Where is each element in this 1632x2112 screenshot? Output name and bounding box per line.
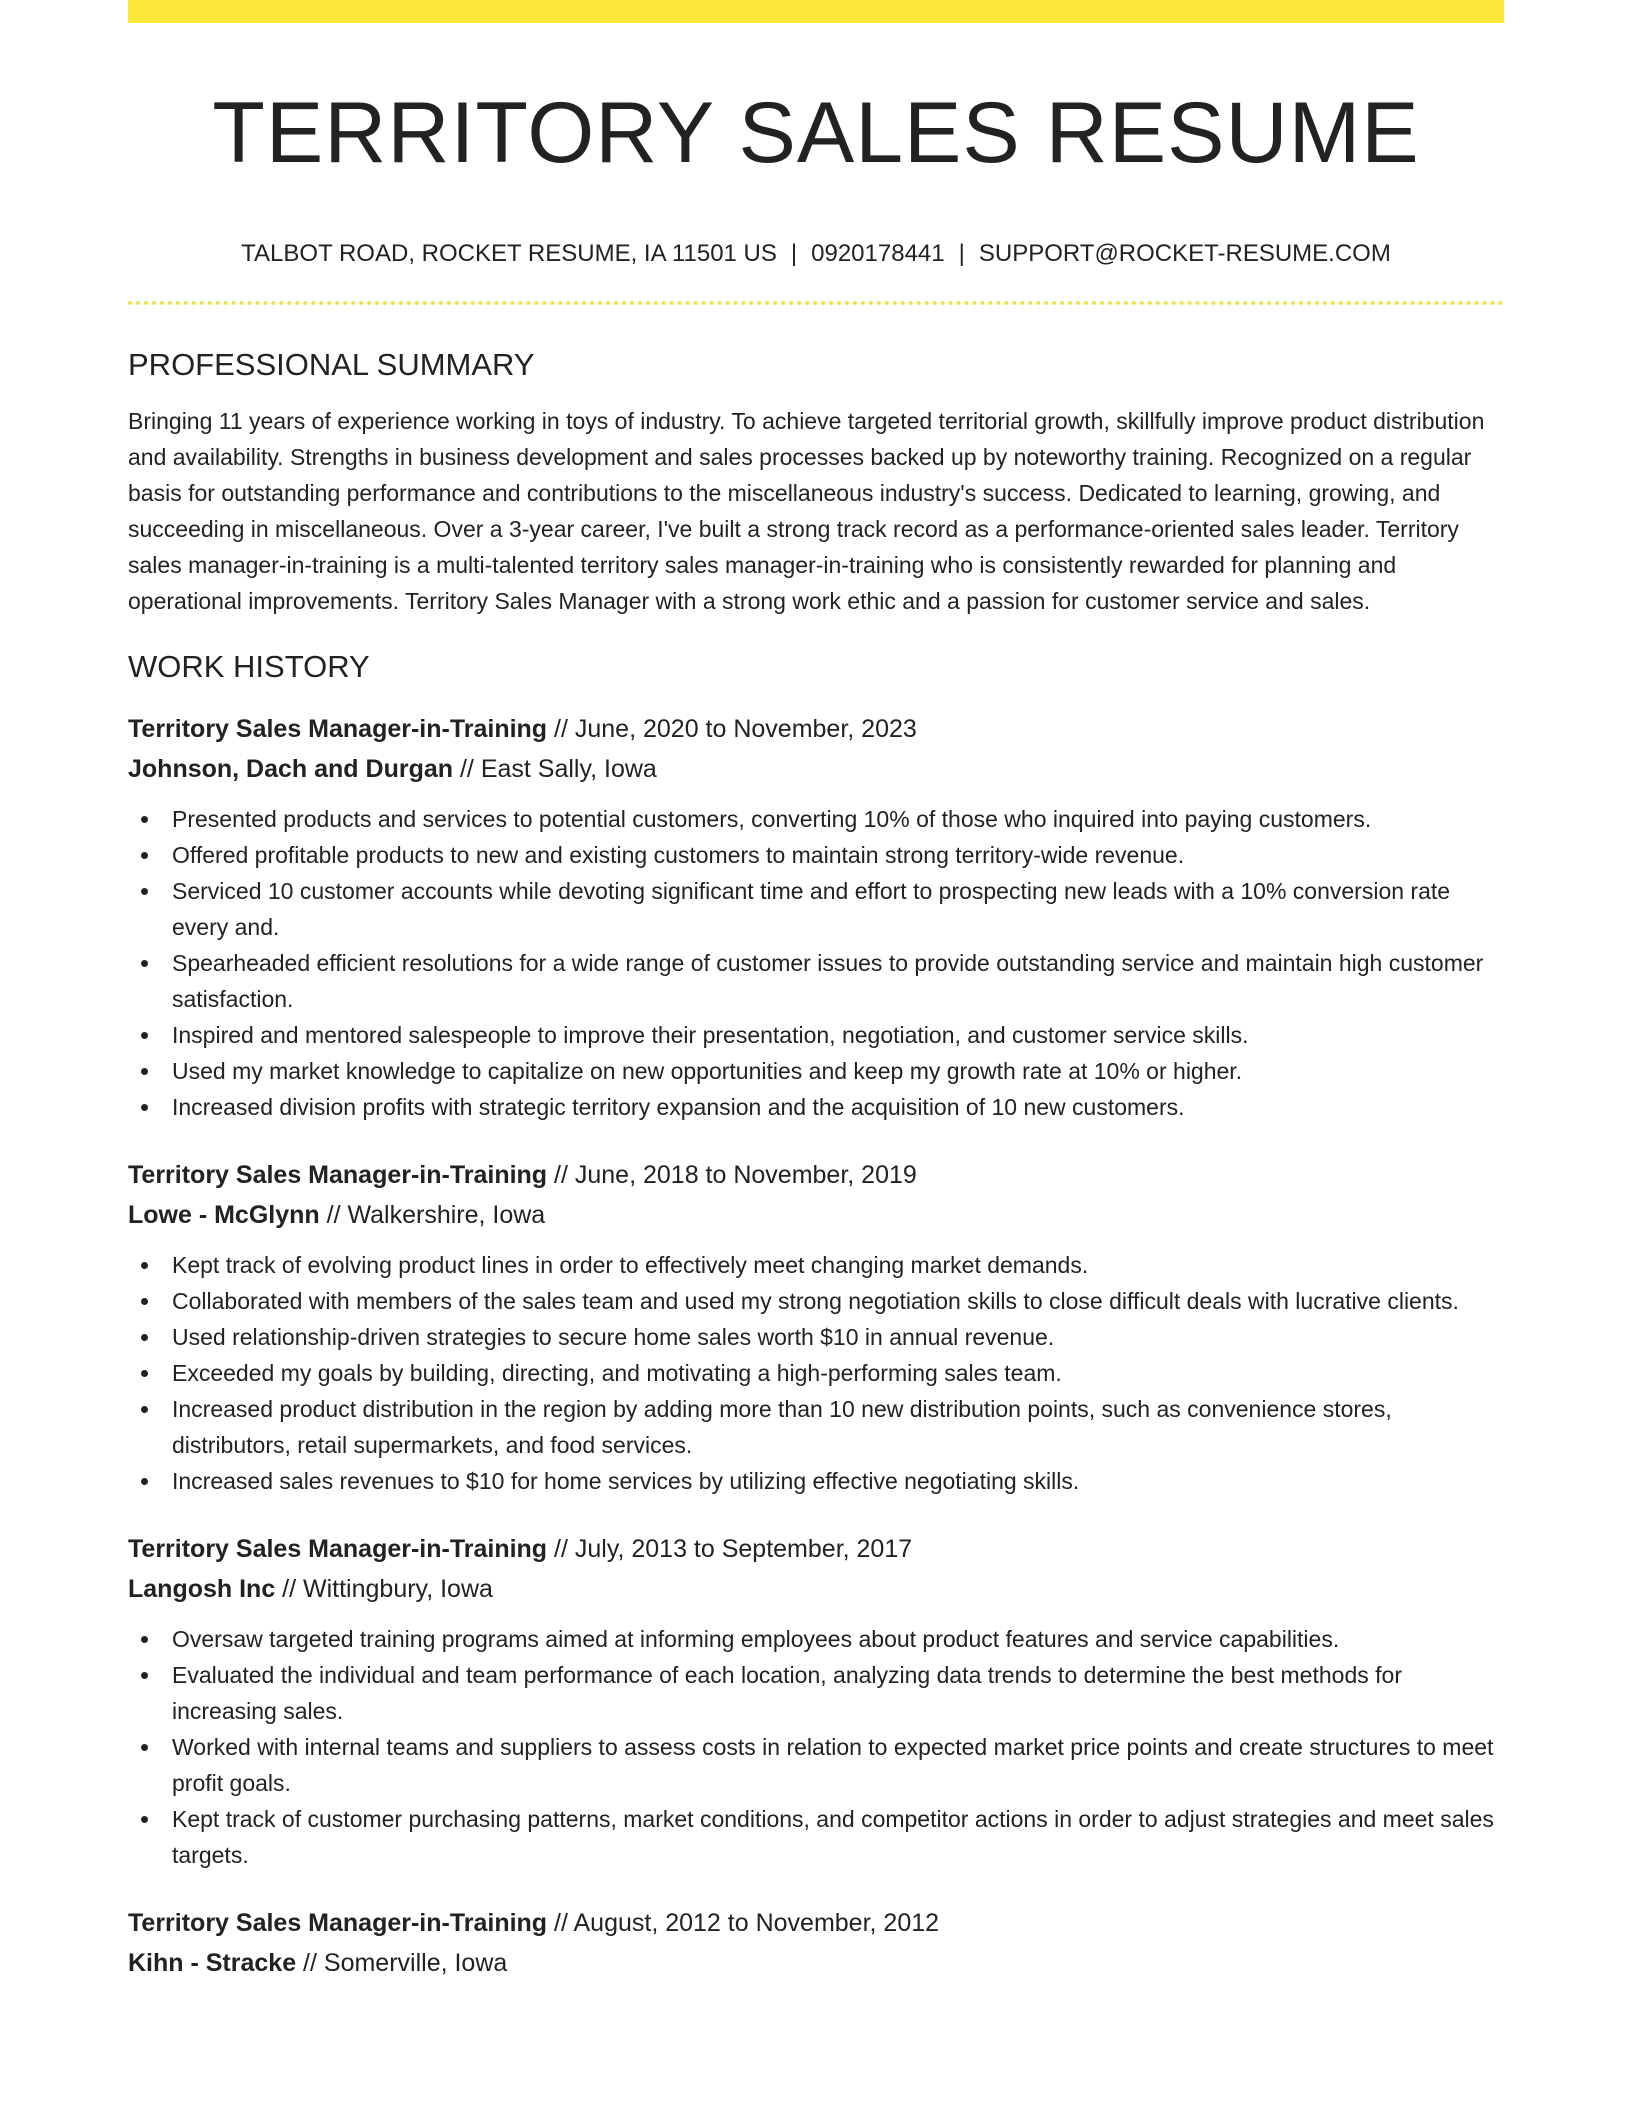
job-bullet: Oversaw targeted training programs aimed at informing employees about product features and service capabilities.: [128, 1621, 1504, 1657]
job-bullet: Increased division profits with strategic territory expansion and the acquisition of 10 new customers.: [128, 1089, 1504, 1125]
job-title: Territory Sales Manager-in-Training: [128, 715, 548, 743]
job-bullet: Worked with internal teams and suppliers to assess costs in relation to expected market price points and create structures to meet profit goals.: [128, 1729, 1504, 1801]
dotted-divider: [128, 301, 1504, 305]
job-title: Territory Sales Manager-in-Training: [128, 1909, 548, 1937]
contact-separator: |: [958, 240, 965, 267]
job-bullet: Increased product distribution in the region by adding more than 10 new distribution points, such as convenience stores, distributors, retail supermarkets, and food services.: [128, 1391, 1504, 1463]
job-bullet: Inspired and mentored salespeople to improve their presentation, negotiation, and customer service skills.: [128, 1017, 1504, 1053]
job-entry: [128, 1903, 1504, 1983]
job-location: // Walkershire, Iowa: [319, 1201, 546, 1229]
job-location: // East Sally, Iowa: [453, 755, 657, 783]
job-bullets: [128, 801, 1504, 1125]
job-company: Johnson, Dach and Durgan: [128, 755, 454, 783]
job-bullet: Serviced 10 customer accounts while devoting significant time and effort to prospecting new leads with a 10% conversion rate every and.: [128, 873, 1504, 945]
job-company: Langosh Inc: [128, 1575, 276, 1603]
contact-phone: 0920178441: [811, 240, 945, 267]
job-bullets: [128, 1621, 1504, 1873]
job-bullet: Used my market knowledge to capitalize on new opportunities and keep my growth rate at 10% or higher.: [128, 1053, 1504, 1089]
job-location: // Wittingbury, Iowa: [275, 1575, 493, 1603]
job-bullet: Evaluated the individual and team performance of each location, analyzing data trends to determine the best methods for increasing sales.: [128, 1657, 1504, 1729]
job-company-line: [128, 1569, 1504, 1609]
job-bullet: Kept track of evolving product lines in order to effectively meet changing market demands.: [128, 1247, 1504, 1283]
job-title-line: [128, 1529, 1504, 1569]
summary-text: Bringing 11 years of experience working in toys of industry. To achieve targeted territorial growth, skillfully improve product distribution and availability. Strengths in business development and sales processes backed up by noteworthy training. Recognized on a regular basis for outstanding performance and contributions to the miscellaneous industry's success. Dedicated to learning, growing, and succeeding in miscellaneous. Over a 3-year career, I've built a strong track record as a performance-oriented sales leader. Territory sales manager-in-training is a multi-talented territory sales manager-in-training who is consistently rewarded for planning and operational improvements. Territory Sales Manager with a strong work ethic and a passion for customer service and sales.: [128, 408, 1485, 614]
job-bullet: Offered profitable products to new and existing customers to maintain strong territory-wide revenue.: [128, 837, 1504, 873]
job-bullet: Used relationship-driven strategies to secure home sales worth $10 in annual revenue.: [128, 1319, 1504, 1355]
job-title-line: [128, 1155, 1504, 1195]
contact-separator: |: [790, 240, 798, 267]
job-bullet: Spearheaded efficient resolutions for a wide range of customer issues to provide outstanding service and maintain high customer satisfaction.: [128, 945, 1504, 1017]
job-dates: // July, 2013 to September, 2017: [547, 1535, 913, 1563]
job-bullet: Kept track of customer purchasing patterns, market conditions, and competitor actions in order to adjust strategies and meet sales targets.: [128, 1801, 1504, 1873]
job-entry: [128, 1155, 1504, 1499]
job-bullet: Exceeded my goals by building, directing, and motivating a high-performing sales team.: [128, 1355, 1504, 1391]
summary-heading: PROFESSIONAL SUMMARY: [128, 347, 535, 382]
work-history-heading: WORK HISTORY: [128, 649, 370, 684]
job-company: Lowe - McGlynn: [128, 1201, 320, 1229]
job-dates: // June, 2020 to November, 2023: [547, 715, 917, 743]
job-bullet: Collaborated with members of the sales team and used my strong negotiation skills to close difficult deals with lucrative clients.: [128, 1283, 1504, 1319]
job-dates: // August, 2012 to November, 2012: [547, 1909, 940, 1937]
job-bullet: Increased sales revenues to $10 for home services by utilizing effective negotiating skills.: [128, 1463, 1504, 1499]
work-history-list: [128, 709, 1504, 1983]
contact-line: [128, 238, 1504, 270]
job-company-line: [128, 1195, 1504, 1235]
job-title-line: [128, 709, 1504, 749]
job-dates: // June, 2018 to November, 2019: [547, 1161, 917, 1189]
accent-bar: [128, 0, 1504, 23]
job-bullet: Presented products and services to potential customers, converting 10% of those who inquired into paying customers.: [128, 801, 1504, 837]
job-title-line: [128, 1903, 1504, 1943]
job-company: Kihn - Stracke: [128, 1949, 297, 1977]
job-entry: [128, 1529, 1504, 1873]
job-title: Territory Sales Manager-in-Training: [128, 1535, 548, 1563]
resume-page: [128, 0, 1504, 1983]
contact-address: TALBOT ROAD, ROCKET RESUME, IA 11501 US: [241, 240, 777, 267]
job-title: Territory Sales Manager-in-Training: [128, 1161, 548, 1189]
job-company-line: [128, 1943, 1504, 1983]
resume-title: TERRITORY SALES RESUME: [212, 85, 1420, 181]
job-location: // Somerville, Iowa: [296, 1949, 508, 1977]
contact-email: SUPPORT@ROCKET-RESUME.COM: [978, 240, 1391, 267]
job-entry: [128, 709, 1504, 1125]
job-company-line: [128, 749, 1504, 789]
job-bullets: [128, 1247, 1504, 1499]
